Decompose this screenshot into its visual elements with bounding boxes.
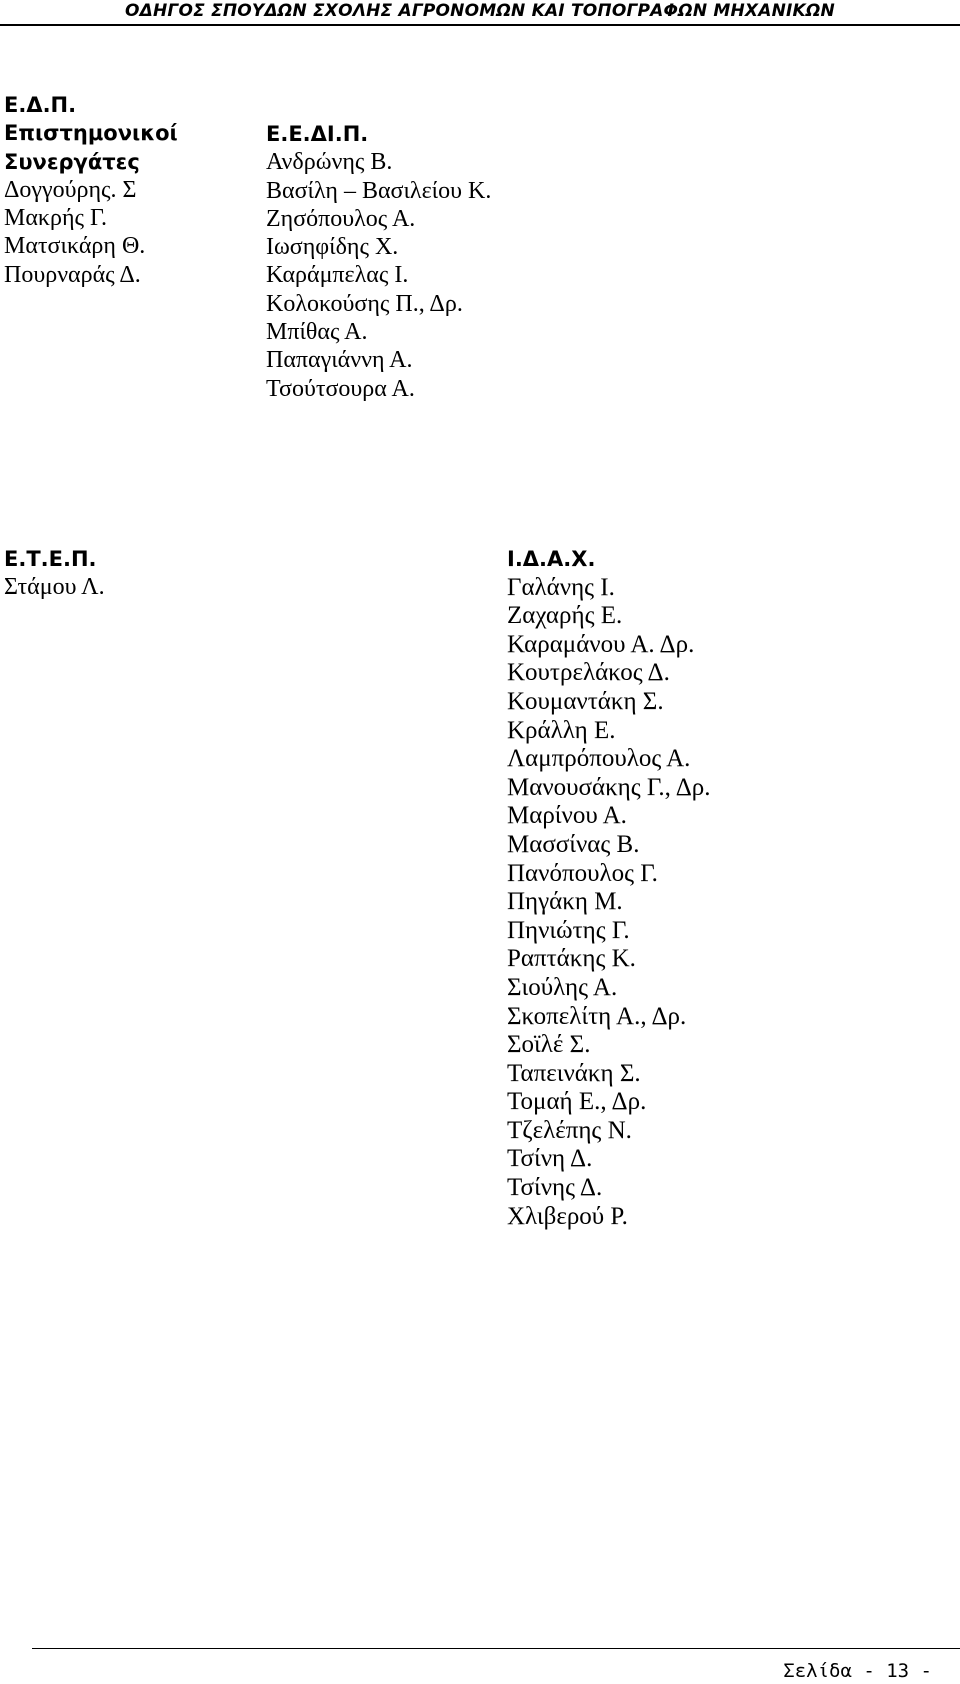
staff-name: Πανόπουλος Γ.: [507, 859, 658, 887]
staff-name: Πηγάκη Μ.: [507, 888, 623, 916]
staff-name: Ανδρώνης Β.: [266, 149, 393, 176]
staff-name: Τζελέπης Ν.: [507, 1116, 632, 1144]
page-header: [0, 0, 960, 26]
staff-name: Τσίνη Δ.: [507, 1145, 593, 1173]
staff-name: Γαλάνης Ι.: [507, 573, 615, 601]
edp-heading-subtitle: Συνεργάτες: [4, 149, 140, 174]
staff-name: Σκοπελίτη Α., Δρ.: [507, 1002, 687, 1030]
staff-name: Παπαγιάννη Α.: [266, 347, 413, 374]
header-divider: [0, 24, 960, 26]
staff-name: Κολοκούσης Π., Δρ.: [266, 290, 463, 317]
staff-name: Δογγούρης. Σ: [4, 176, 137, 203]
staff-name: Μασσίνας Β.: [507, 830, 640, 858]
staff-name: Καραμάνου Α. Δρ.: [507, 630, 695, 658]
staff-name: Σιούλης Α.: [507, 973, 618, 1001]
edp-section: [4, 91, 178, 289]
staff-name: Λαμπρόπουλος Α.: [507, 745, 691, 773]
staff-name: Πουρναράς Δ.: [4, 261, 141, 288]
staff-name: Βασίλη – Βασιλείου Κ.: [266, 177, 492, 204]
staff-name: Πηνιώτης Γ.: [507, 916, 630, 944]
staff-name: Κράλλη Ε.: [507, 716, 616, 744]
staff-name: Χλιβερού Ρ.: [507, 1202, 628, 1230]
staff-name: Κουτρελάκος Δ.: [507, 659, 670, 687]
staff-name: Ζησόπουλος Α.: [266, 205, 416, 232]
staff-name: Μπίθας Α.: [266, 319, 368, 346]
edp-heading: Ε.Δ.Π.: [4, 93, 77, 117]
staff-name: Μανουσάκης Γ., Δρ.: [507, 773, 711, 801]
staff-name: Ζαχαρής Ε.: [507, 602, 623, 630]
staff-name: Καράμπελας Ι.: [266, 262, 409, 289]
staff-name: Τσούτσουρα Α.: [266, 375, 415, 402]
staff-name: Μαρίνου Α.: [507, 802, 627, 830]
etep-heading: Ε.Τ.Ε.Π.: [4, 547, 97, 571]
staff-name: Ιωσηφίδης Χ.: [266, 234, 399, 261]
document-title: ΟΔΗΓΟΣ ΣΠΟΥΔΩΝ ΣΧΟΛΗΣ ΑΓΡΟΝΟΜΩΝ ΚΑΙ ΤΟΠΟΓΡΑΦΩΝ ΜΗΧΑΝΙΚΩΝ: [124, 1, 835, 21]
eedip-heading: Ε.Ε.ΔΙ.Π.: [266, 122, 369, 146]
idax-section: [507, 545, 711, 1231]
staff-name: Στάμου Λ.: [4, 574, 105, 601]
edp-heading-subtitle: Επιστημονικοί: [4, 121, 178, 146]
eedip-section: [266, 120, 491, 403]
footer-divider: [32, 1648, 960, 1649]
staff-name: Ταπεινάκη Σ.: [507, 1059, 641, 1087]
staff-name: Κουμαντάκη Σ.: [507, 687, 664, 715]
staff-name: Ραπτάκης Κ.: [507, 945, 636, 973]
staff-name: Ματσικάρη Θ.: [4, 233, 146, 260]
staff-name: Τομαή Ε., Δρ.: [507, 1088, 647, 1116]
staff-name: Μακρής Γ.: [4, 205, 108, 232]
page-number: Σελίδα - 13 -: [783, 1660, 932, 1682]
page-footer: [0, 1648, 960, 1684]
staff-name: Τσίνης Δ.: [507, 1174, 603, 1202]
staff-name: Σοϊλέ Σ.: [507, 1031, 591, 1059]
idax-heading: Ι.Δ.Α.Χ.: [507, 547, 596, 571]
etep-section: [4, 545, 105, 602]
